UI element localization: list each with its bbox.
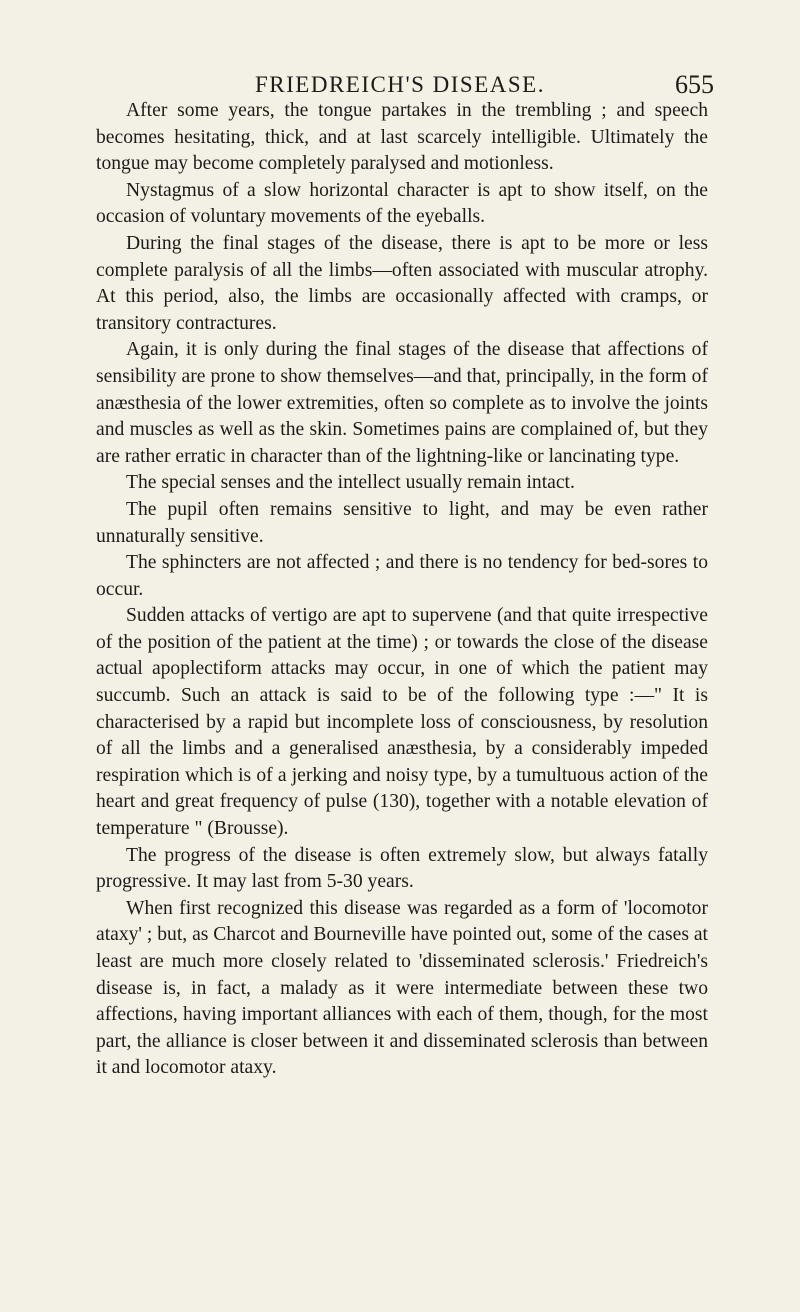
- paragraph-sphincters: The sphincters are not affected ; and there is no tendency for bed-sores to occur.: [96, 552, 708, 600]
- paragraph-nystagmus: Nystagmus of a slow horizontal character is apt to show itself, on the occasion of voluntary movements of the eyeballs.: [96, 179, 708, 228]
- paragraph-vertigo-attacks: Sudden attacks of vertigo are apt to supervene (and that quite irrespective of the position of the patient at the time) ; or towards the close of the disease actual apoplectiform attacks may occur, in one of which the patient may succumb. Such an attack is said to be of the following type :—" It is characterised by a rapid but incomplete loss of consciousness, by resolution of all the limbs and a generalised anæsthesia, by a considerably impeded respiration which is of a jerking and noisy type, by a tumultuous action of the heart and great frequency of pulse (130), together with a notable elevation of temperature " (Brousse).: [96, 605, 708, 840]
- paragraph-sensibility: Again, it is only during the final stages of the disease that affections of sensibility are prone to show themselves—and that, principally, in the form of anæsthesia of the lower extremities, often so complete as to involve the joints and muscles as well as the skin. Sometimes pains are complained of, but they are rather erratic in character than of the lightning-like or lancinating type.: [96, 339, 708, 467]
- paragraph-classification: When first recognized this disease was regarded as a form of 'locomotor ataxy' ; but, as Charcot and Bourneville have pointed out, some of the cases at least are much more closely related to 'disseminated sclerosis.' Friedreich's disease is, in fact, a malady as it were intermediate between these two affections, having important alliances with each of them, though, for the most part, the alliance is closer between it and disseminated sclerosis than between it and locomotor ataxy.: [96, 897, 708, 1079]
- paragraph-special-senses: The special senses and the intellect usually remain intact.: [126, 472, 575, 494]
- paragraph-paralysis: During the final stages of the disease, there is apt to be more or less complete paralysis of all the limbs—often associated with muscular atrophy. At this period, also, the limbs are occasionally affected with cramps, or transitory contractures.: [96, 232, 708, 334]
- paragraph-tongue-speech: After some years, the tongue partakes in the trembling ; and speech becomes hesitating, thick, and at last scarcely intelligible. Ultimately the tongue may become completely paralysed and motionless.: [96, 100, 708, 175]
- paragraph-progress: The progress of the disease is often extremely slow, but always fatally progressive. It may last from 5-30 years.: [96, 844, 708, 893]
- paragraph-pupil: The pupil often remains sensitive to light, and may be even rather unnaturally sensitive.: [96, 498, 708, 547]
- page-number: 655: [675, 70, 714, 99]
- body-text: [96, 98, 708, 1082]
- running-head: FRIEDREICH'S DISEASE.: [255, 72, 545, 97]
